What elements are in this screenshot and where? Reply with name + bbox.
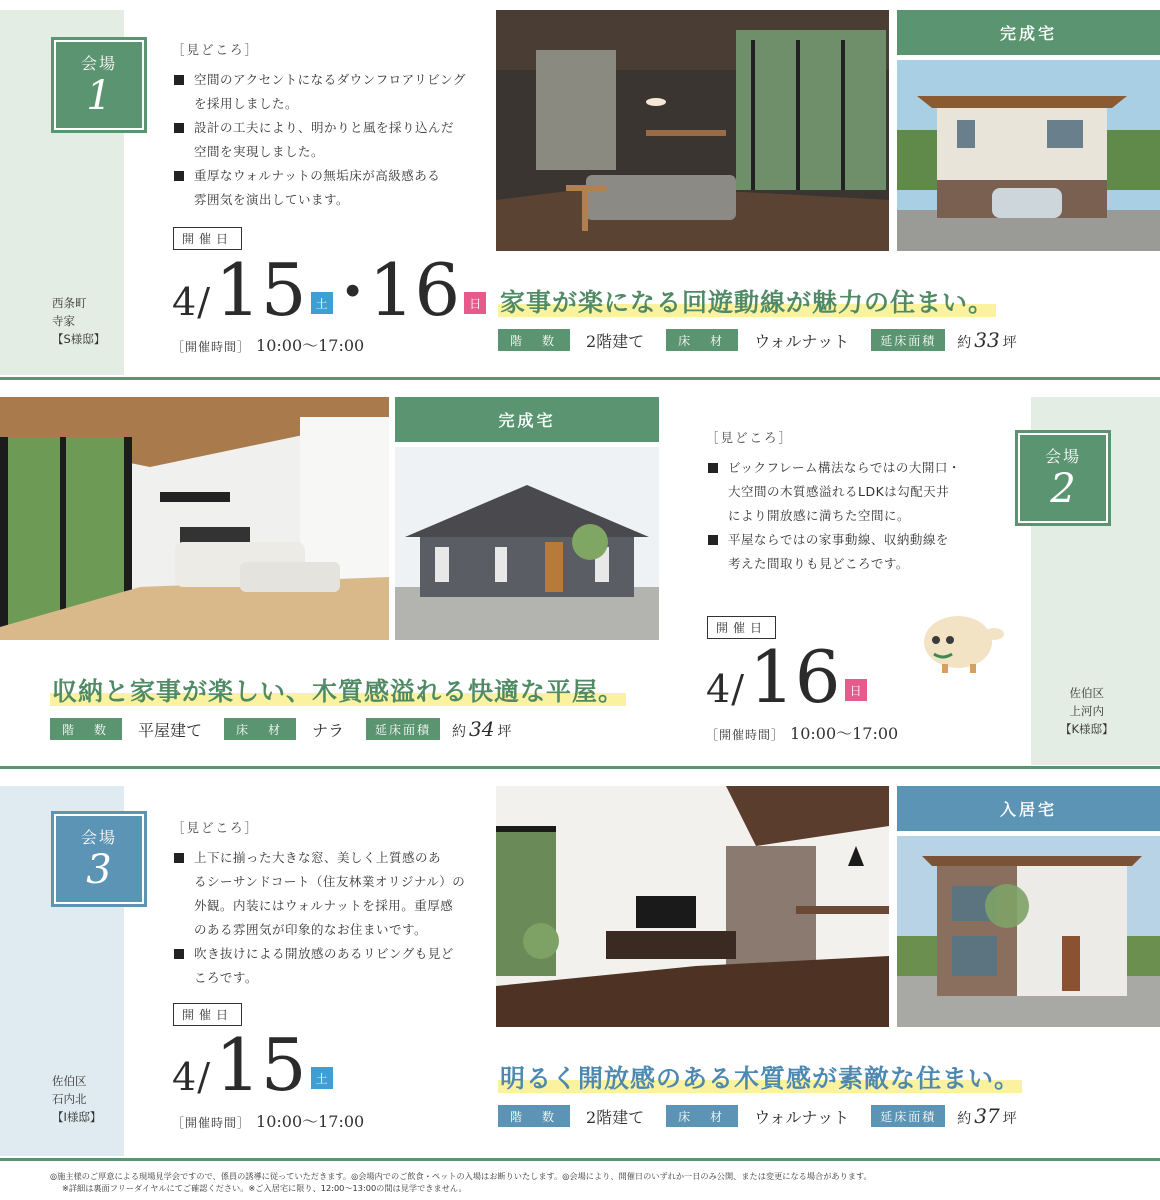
venue-2-exterior-photo [395, 447, 659, 640]
highlights-title: ［見どころ］ [706, 430, 794, 445]
venue-label: 会場 [80, 53, 117, 73]
flooring-value: ナラ [312, 720, 345, 740]
venue-1-house-tag: 完成宅 [897, 10, 1160, 55]
venue-2-time: ［開催時間］ 10:00〜17:00 [706, 724, 899, 743]
venue-1-catchphrase: 家事が楽になる回遊動線が魅力の住まい。 [500, 288, 995, 317]
mascot-icon [912, 612, 1008, 678]
floors-value: 2階建て [586, 1107, 645, 1127]
venue-2-location: 佐伯区 上河内 【K様邸】 [1060, 686, 1114, 736]
section-divider [0, 377, 1160, 380]
area-label: 延床面積 [366, 718, 440, 740]
flooring-value: ウォルナット [754, 331, 850, 351]
highlight-item: 設計の工夫により、明かりと風を採り込んだ 空間を実現しました。 [172, 116, 482, 164]
venue-2-interior-photo [0, 397, 389, 640]
highlight-item: 上下に揃った大きな窓、美しく上質感のあ るシーサンドコート（住友林業オリジナル）の 外観。内装にはウォルナットを採用。重厚感 のある雰囲気が印象的なお住まいです。 [172, 846, 482, 942]
venue-3-interior-photo [496, 786, 889, 1027]
area-value: 約 37 坪 [957, 1104, 1017, 1128]
highlight-item: 吹き抜けによる開放感のあるリビングも見ど ころです。 [172, 942, 482, 990]
highlight-item: ビックフレーム構法ならではの大開口・ 大空間の木質感溢れるLDKは勾配天井 により開放感に満ちた空間に。 [706, 456, 1006, 528]
venue-2-date: 4 / 16 日 [706, 645, 871, 709]
venue-3-badge [54, 814, 144, 904]
sunday-badge: 日 [845, 679, 867, 701]
flooring-label: 床 材 [224, 718, 296, 740]
venue-1-highlights [172, 40, 482, 212]
floors-value: 平屋建て [138, 720, 203, 740]
saturday-badge: 土 [311, 1067, 333, 1089]
venue-3-house-tag: 入居宅 [897, 786, 1160, 831]
venue-3-location: 佐伯区 石内北 【I様邸】 [52, 1074, 102, 1124]
floors-label: 階 数 [50, 718, 122, 740]
venue-1-exterior-photo [897, 60, 1160, 251]
flooring-value: ウォルナット [754, 1107, 850, 1127]
venue-1-time: ［開催時間］ 10:00〜17:00 [172, 336, 365, 355]
area-label: 延床面積 [871, 1105, 945, 1127]
highlight-item: 空間のアクセントになるダウンフロアリビング を採用しました。 [172, 68, 482, 116]
venue-2-house-tag: 完成宅 [395, 397, 659, 442]
floors-label: 階 数 [498, 329, 570, 351]
date-label: 開催日 [707, 616, 776, 639]
venue-1-badge [54, 40, 144, 130]
venue-number: 3 [86, 846, 112, 893]
venue-number: 1 [86, 72, 112, 119]
venue-1-interior-photo [496, 10, 889, 251]
venue-label: 会場 [1044, 446, 1081, 466]
section-divider [0, 1158, 1160, 1161]
footer-notes: ◎施主様のご厚意による現場見学会ですので、係員の誘導に従っていただきます。◎会場内でのご飲食・ペットの入場はお断りいたします。◎会場により、開催日のいずれか一日のみ公開、または変更になる場合があります。 ※詳細は裏面フリーダイヤルにてご確認ください。※ご入居宅に限り、12:00〜13:00の間は見学できません。 [50, 1171, 872, 1193]
area-label: 延床面積 [871, 329, 945, 351]
floors-value: 2階建て [586, 331, 645, 351]
venue-2-badge [1018, 433, 1108, 523]
venue-1-specs [498, 328, 1017, 352]
area-value: 約 34 坪 [452, 717, 512, 741]
sunday-badge: 日 [464, 292, 486, 314]
area-value: 約 33 坪 [957, 328, 1017, 352]
date-label: 開催日 [173, 227, 242, 250]
venue-1-location: 西条町 寺家 【S様邸】 [52, 296, 106, 346]
venue-3-time: ［開催時間］ 10:00〜17:00 [172, 1112, 365, 1131]
venue-label: 会場 [80, 827, 117, 847]
highlight-item: 重厚なウォルナットの無垢床が高級感ある 雰囲気を演出しています。 [172, 164, 482, 212]
venue-2-specs [50, 717, 511, 741]
venue-3-date: 4 / 15 土 [172, 1033, 337, 1097]
section-divider [0, 766, 1160, 769]
date-label: 開催日 [173, 1003, 242, 1026]
flooring-label: 床 材 [666, 1105, 738, 1127]
highlights-title: ［見どころ］ [172, 42, 260, 57]
venue-3-specs [498, 1104, 1017, 1128]
floors-label: 階 数 [498, 1105, 570, 1127]
flooring-label: 床 材 [666, 329, 738, 351]
highlights-title: ［見どころ］ [172, 820, 260, 835]
venue-1-date: 4 / 15 土 ･ 16 日 [172, 258, 490, 322]
venue-3-highlights [172, 818, 482, 990]
venue-number: 2 [1050, 465, 1076, 512]
venue-2-highlights [706, 428, 1006, 576]
saturday-badge: 土 [311, 292, 333, 314]
venue-3-exterior-photo [897, 836, 1160, 1027]
venue-2-catchphrase: 収納と家事が楽しい、木質感溢れる快適な平屋。 [52, 677, 625, 706]
highlight-item: 平屋ならではの家事動線、収納動線を 考えた間取りも見どころです。 [706, 528, 1006, 576]
venue-3-catchphrase: 明るく開放感のある木質感が素敵な住まい。 [500, 1064, 1021, 1093]
